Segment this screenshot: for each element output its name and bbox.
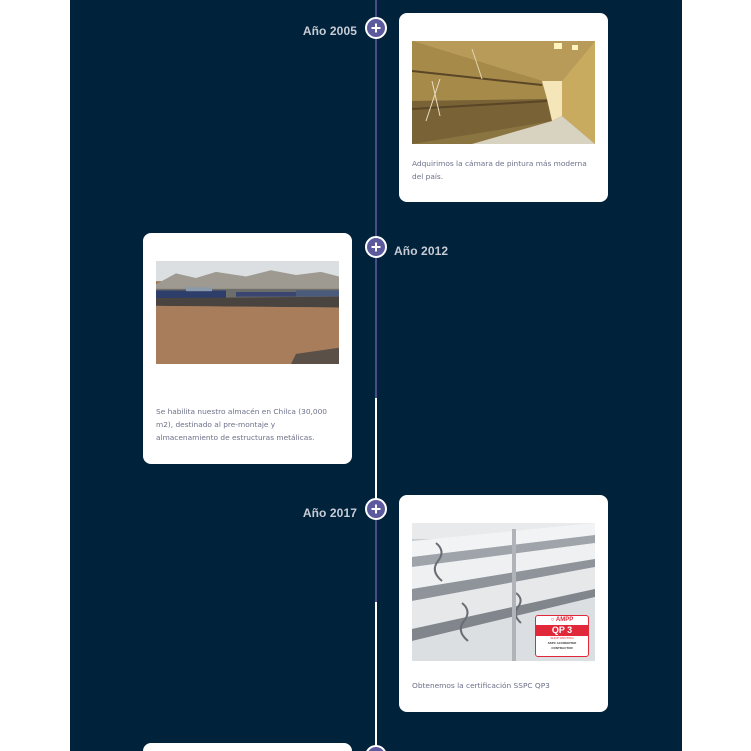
- timeline-caption-2012: Se habilita nuestro almacén en Chilca (30,000 m2), destinado al pre-montaje y almacenamiento de estructuras metálicas.: [156, 407, 328, 442]
- badge-brand: AMPP: [555, 617, 574, 623]
- timeline-progress-segment: [375, 510, 377, 602]
- timeline-node-2017[interactable]: [365, 498, 387, 520]
- timeline-caption-2017: Obtenemos la certificación SSPC QP3: [412, 681, 550, 690]
- timeline-progress-segment: [375, 0, 377, 398]
- timeline-node-2005[interactable]: [365, 17, 387, 39]
- plus-icon: [371, 23, 381, 33]
- steel-beams-qp3-photo: [412, 523, 595, 661]
- timeline-node-2012[interactable]: [365, 236, 387, 258]
- year-label-2012: Año 2012: [394, 244, 449, 258]
- year-label-2017: Año 2017: [302, 506, 357, 520]
- paint-booth-photo: [412, 41, 595, 144]
- plus-icon: [371, 242, 381, 252]
- timeline-caption-2005: Adquirimos la cámara de pintura más moderna del país.: [412, 159, 587, 181]
- timeline-panel: [70, 0, 682, 751]
- plus-icon: [371, 504, 381, 514]
- year-label-2005: Año 2005: [302, 24, 357, 38]
- chilca-warehouse-photo: [156, 261, 339, 364]
- badge-line-3: CONTRACTOR: [551, 646, 573, 650]
- timeline-card-2017: [399, 495, 608, 712]
- timeline-card-2012: [143, 233, 352, 464]
- badge-line-1: SHOP PAINTING: [550, 636, 574, 640]
- timeline-node-next[interactable]: [365, 745, 387, 751]
- timeline-card-next: [143, 743, 352, 751]
- ampp-qp3-badge: ○ AMPP QP 3 SHOP PAINTING SSPC ACCREDITED CONTRACTOR: [535, 615, 589, 657]
- badge-line-2: SSPC ACCREDITED: [547, 641, 577, 645]
- badge-level: QP 3: [536, 625, 588, 636]
- timeline-card-2005: [399, 13, 608, 202]
